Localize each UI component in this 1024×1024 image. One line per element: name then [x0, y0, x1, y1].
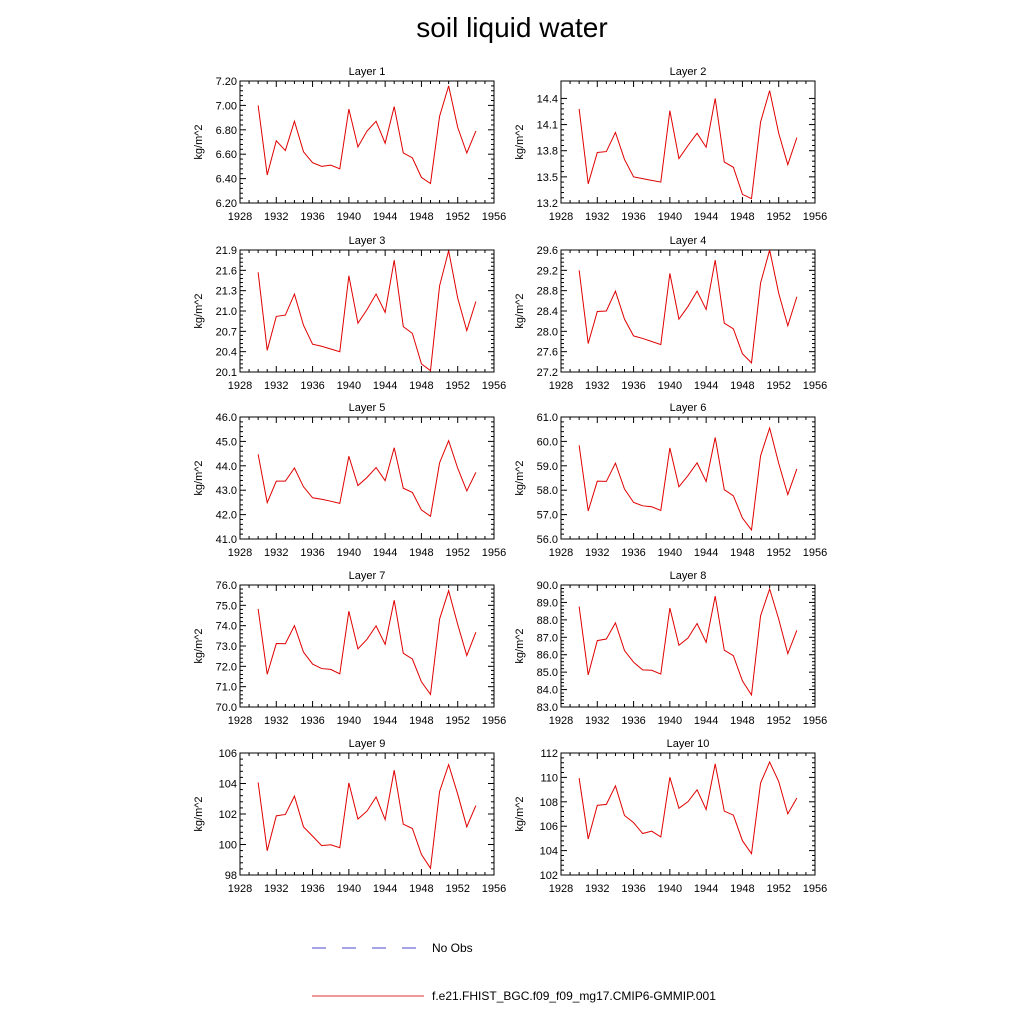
y-tick-label: 75.0 — [215, 600, 237, 613]
x-tick-label: 1932 — [585, 211, 610, 223]
x-tick-label: 1936 — [300, 547, 325, 559]
panel-title: Layer 3 — [348, 235, 386, 247]
y-tick-label: 28.0 — [536, 326, 558, 339]
x-tick-label: 1936 — [300, 715, 325, 727]
x-tick-label: 1928 — [548, 380, 574, 392]
plot-frame — [561, 585, 815, 707]
y-tick-label: 72.0 — [215, 661, 237, 674]
y-tick-label: 14.4 — [536, 93, 558, 106]
y-tick-label: 106 — [539, 821, 558, 834]
x-tick-label: 1948 — [409, 380, 434, 392]
series-line — [579, 428, 797, 530]
panel-layer-9 — [193, 738, 506, 895]
x-tick-label: 1936 — [621, 715, 646, 727]
legend-model-label: f.e21.FHIST_BGC.f09_f09_mg17.CMIP6-GMMIP.001 — [432, 989, 716, 1003]
plot-frame — [240, 753, 494, 875]
series-line — [258, 765, 476, 869]
x-tick-label: 1936 — [621, 211, 646, 223]
x-tick-label: 1932 — [585, 715, 610, 727]
x-tick-label: 1952 — [766, 883, 791, 895]
x-tick-label: 1932 — [585, 380, 610, 392]
x-tick-label: 1956 — [481, 547, 507, 559]
y-tick-label: 6.80 — [215, 124, 237, 137]
panel-title: Layer 4 — [669, 235, 707, 247]
x-tick-label: 1936 — [300, 380, 325, 392]
x-tick-label: 1952 — [445, 211, 470, 223]
y-tick-label: 21.9 — [215, 245, 237, 257]
x-tick-label: 1928 — [227, 883, 253, 895]
y-tick-label: 112 — [540, 748, 558, 760]
panel-layer-10 — [514, 738, 827, 895]
x-tick-label: 1936 — [621, 883, 646, 895]
y-tick-label: 27.6 — [536, 346, 558, 359]
y-tick-label: 102 — [539, 870, 558, 882]
panel-layer-8 — [514, 570, 827, 727]
x-tick-label: 1956 — [802, 883, 828, 895]
panel-title: Layer 10 — [666, 738, 710, 750]
x-tick-label: 1928 — [227, 211, 253, 223]
panel-title: Layer 2 — [669, 66, 707, 78]
x-tick-label: 1932 — [264, 715, 289, 727]
x-tick-label: 1948 — [409, 211, 434, 223]
y-tick-label: 42.0 — [215, 509, 237, 522]
y-tick-label: 13.8 — [536, 145, 558, 158]
y-tick-label: 61.0 — [536, 412, 558, 424]
y-tick-label: 45.0 — [215, 436, 237, 449]
x-tick-label: 1956 — [802, 380, 828, 392]
x-tick-label: 1940 — [657, 715, 683, 727]
y-tick-label: 74.0 — [215, 620, 237, 633]
series-line — [258, 441, 476, 517]
y-tick-label: 27.2 — [536, 367, 558, 379]
x-tick-label: 1944 — [372, 211, 398, 223]
x-tick-label: 1928 — [548, 715, 574, 727]
y-tick-label: 104 — [218, 778, 237, 791]
series-line — [579, 589, 797, 695]
x-tick-label: 1940 — [336, 715, 362, 727]
x-tick-label: 1952 — [445, 547, 470, 559]
x-tick-label: 1944 — [693, 380, 719, 392]
panel-layer-2 — [514, 66, 827, 223]
y-tick-label: 76.0 — [215, 580, 237, 592]
x-tick-label: 1928 — [548, 211, 574, 223]
y-tick-label: 44.0 — [215, 460, 237, 473]
x-tick-label: 1956 — [481, 883, 507, 895]
panel-layer-7 — [193, 570, 506, 727]
y-tick-label: 20.4 — [215, 346, 237, 359]
plot-frame — [240, 250, 494, 372]
y-tick-label: 57.0 — [536, 509, 558, 522]
x-tick-label: 1928 — [548, 547, 574, 559]
y-tick-label: 56.0 — [536, 534, 558, 546]
x-tick-label: 1948 — [730, 380, 755, 392]
y-tick-label: 89.0 — [536, 597, 558, 610]
x-tick-label: 1948 — [409, 883, 434, 895]
y-tick-label: 59.0 — [536, 460, 558, 473]
y-tick-label: 90.0 — [536, 580, 558, 592]
x-tick-label: 1948 — [730, 547, 755, 559]
x-tick-label: 1956 — [802, 715, 828, 727]
y-tick-label: 46.0 — [215, 412, 237, 424]
x-tick-label: 1956 — [802, 547, 828, 559]
y-axis-label: kg/m^2 — [514, 628, 526, 664]
y-tick-label: 108 — [539, 796, 558, 809]
x-tick-label: 1940 — [657, 211, 683, 223]
series-line — [258, 86, 476, 184]
x-tick-label: 1936 — [621, 380, 646, 392]
y-tick-label: 6.20 — [215, 198, 237, 210]
x-tick-label: 1932 — [585, 547, 610, 559]
y-tick-label: 73.0 — [215, 641, 237, 653]
y-axis-label: kg/m^2 — [514, 293, 526, 329]
panel-layer-6 — [514, 402, 827, 559]
y-tick-label: 58.0 — [536, 485, 558, 498]
x-tick-label: 1948 — [409, 715, 434, 727]
x-tick-label: 1956 — [802, 211, 828, 223]
x-tick-label: 1940 — [336, 211, 362, 223]
plot-frame — [561, 417, 815, 539]
series-line — [579, 762, 797, 854]
series-line — [579, 91, 797, 199]
panel-layer-3 — [193, 235, 506, 392]
series-line — [579, 250, 797, 363]
y-axis-label: kg/m^2 — [514, 796, 526, 832]
x-tick-label: 1940 — [336, 547, 362, 559]
series-line — [258, 251, 476, 371]
x-tick-label: 1956 — [481, 211, 507, 223]
y-tick-label: 20.7 — [215, 326, 237, 339]
x-tick-label: 1944 — [372, 380, 398, 392]
y-tick-label: 87.0 — [536, 632, 558, 645]
x-tick-label: 1936 — [300, 883, 325, 895]
x-tick-label: 1944 — [693, 211, 719, 223]
y-axis-label: kg/m^2 — [514, 124, 526, 160]
x-tick-label: 1928 — [227, 547, 253, 559]
y-axis-label: kg/m^2 — [193, 796, 205, 832]
y-axis-label: kg/m^2 — [514, 460, 526, 496]
y-tick-label: 71.0 — [215, 681, 237, 694]
x-tick-label: 1952 — [766, 715, 791, 727]
panel-title: Layer 6 — [669, 402, 707, 414]
x-tick-label: 1952 — [445, 715, 470, 727]
y-tick-label: 98 — [224, 870, 237, 882]
y-tick-label: 29.2 — [536, 265, 558, 278]
x-tick-label: 1932 — [264, 883, 289, 895]
x-tick-label: 1932 — [264, 211, 289, 223]
panel-layer-5 — [193, 402, 506, 559]
y-tick-label: 85.0 — [536, 667, 558, 680]
y-tick-label: 102 — [218, 809, 237, 821]
panel-title: Layer 9 — [348, 738, 386, 750]
x-tick-label: 1944 — [693, 715, 719, 727]
x-tick-label: 1940 — [657, 380, 683, 392]
x-tick-label: 1944 — [372, 883, 398, 895]
x-tick-label: 1952 — [445, 380, 470, 392]
y-tick-label: 7.20 — [215, 76, 237, 88]
y-tick-label: 88.0 — [536, 614, 558, 627]
series-line — [258, 591, 476, 695]
y-tick-label: 14.1 — [536, 119, 558, 132]
y-tick-label: 100 — [218, 839, 237, 852]
x-tick-label: 1936 — [621, 547, 646, 559]
y-axis-label: kg/m^2 — [193, 124, 205, 160]
legend-no-obs-label: No Obs — [432, 941, 473, 955]
x-tick-label: 1944 — [372, 715, 398, 727]
y-tick-label: 21.3 — [215, 285, 237, 298]
y-axis-label: kg/m^2 — [193, 460, 205, 496]
x-tick-label: 1952 — [766, 380, 791, 392]
panel-title: Layer 5 — [348, 402, 386, 414]
x-tick-label: 1944 — [372, 547, 398, 559]
figure-title: soil liquid water — [416, 12, 608, 43]
plot-frame — [561, 81, 815, 203]
y-tick-label: 21.0 — [215, 306, 237, 318]
y-tick-label: 28.8 — [536, 285, 558, 298]
y-tick-label: 6.60 — [215, 149, 237, 162]
y-tick-label: 13.5 — [536, 171, 558, 184]
x-tick-label: 1936 — [300, 211, 325, 223]
panel-title: Layer 1 — [348, 66, 386, 78]
y-tick-label: 104 — [539, 845, 558, 858]
y-tick-label: 43.0 — [215, 485, 237, 498]
x-tick-label: 1948 — [730, 883, 755, 895]
y-tick-label: 28.4 — [536, 306, 558, 318]
y-tick-label: 70.0 — [215, 702, 237, 714]
y-tick-label: 21.6 — [215, 265, 237, 278]
x-tick-label: 1940 — [336, 380, 362, 392]
y-tick-label: 41.0 — [215, 534, 237, 546]
y-tick-label: 106 — [218, 748, 237, 760]
x-tick-label: 1952 — [766, 211, 791, 223]
x-tick-label: 1940 — [657, 883, 683, 895]
y-tick-label: 86.0 — [536, 649, 558, 662]
y-tick-label: 13.2 — [536, 198, 558, 210]
y-tick-label: 29.6 — [536, 245, 558, 257]
plot-frame — [240, 585, 494, 707]
x-tick-label: 1932 — [264, 380, 289, 392]
y-tick-label: 6.40 — [215, 173, 237, 186]
x-tick-label: 1952 — [445, 883, 470, 895]
x-tick-label: 1928 — [227, 715, 253, 727]
plot-frame — [561, 753, 815, 875]
panel-layer-1 — [193, 66, 506, 223]
x-tick-label: 1956 — [481, 715, 507, 727]
y-axis-label: kg/m^2 — [193, 628, 205, 664]
panel-layer-4 — [514, 235, 827, 392]
x-tick-label: 1928 — [548, 883, 574, 895]
y-tick-label: 20.1 — [215, 367, 237, 379]
x-tick-label: 1952 — [766, 547, 791, 559]
y-tick-label: 84.0 — [536, 684, 558, 697]
y-axis-label: kg/m^2 — [193, 293, 205, 329]
x-tick-label: 1928 — [227, 380, 253, 392]
x-tick-label: 1944 — [693, 547, 719, 559]
x-tick-label: 1948 — [730, 715, 755, 727]
panel-title: Layer 7 — [348, 570, 386, 582]
y-tick-label: 83.0 — [536, 702, 558, 714]
x-tick-label: 1932 — [585, 883, 610, 895]
panel-title: Layer 8 — [669, 570, 707, 582]
x-tick-label: 1940 — [336, 883, 362, 895]
x-tick-label: 1940 — [657, 547, 683, 559]
x-tick-label: 1948 — [730, 211, 755, 223]
x-tick-label: 1956 — [481, 380, 507, 392]
y-tick-label: 60.0 — [536, 436, 558, 449]
y-tick-label: 110 — [540, 772, 558, 785]
x-tick-label: 1932 — [264, 547, 289, 559]
y-tick-label: 7.00 — [215, 100, 237, 113]
x-tick-label: 1948 — [409, 547, 434, 559]
x-tick-label: 1944 — [693, 883, 719, 895]
